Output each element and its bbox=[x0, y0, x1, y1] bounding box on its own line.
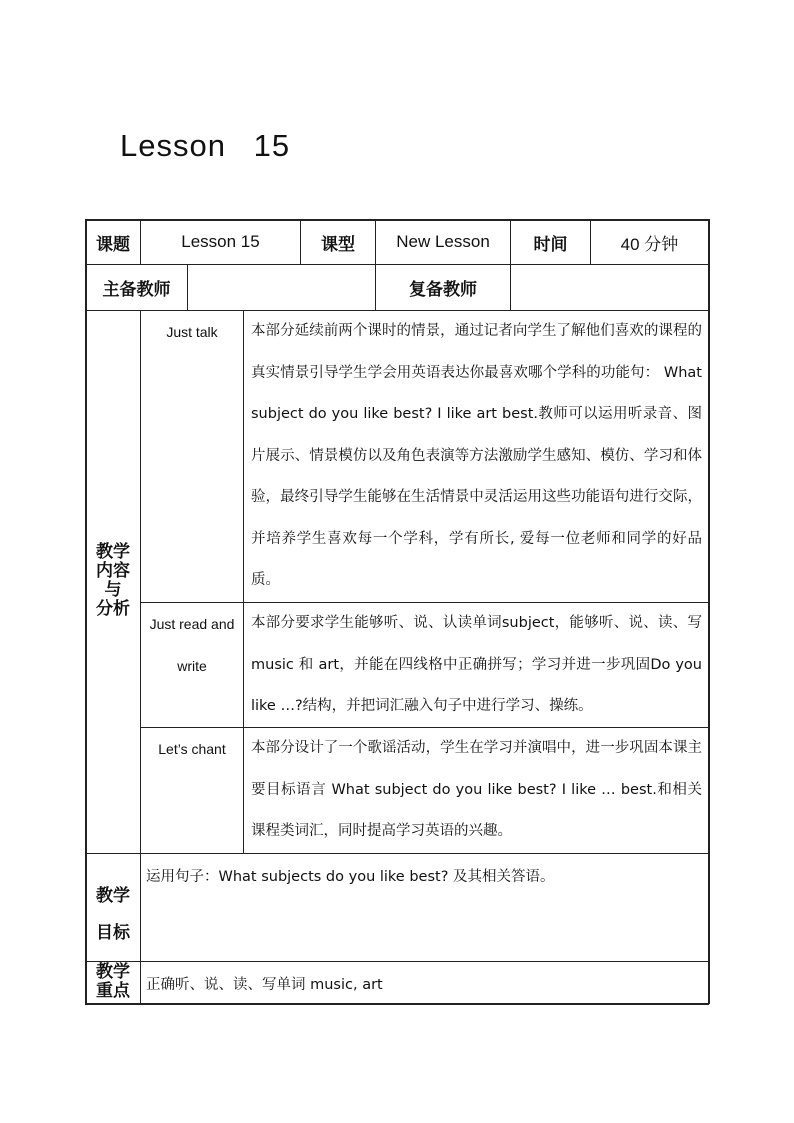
analysis-label-line: 内容 bbox=[96, 561, 130, 581]
table-border bbox=[708, 219, 710, 1004]
section-text-chant: 本部分设计了一个歌谣活动，学生在学习并演唱中，进一步巩固本课主要目标语言 What subject do you like best? I like … best.和相关课程类词汇，同时提高学习英语的兴趣。 bbox=[251, 740, 702, 839]
section-name-chant: Let’s chant bbox=[158, 741, 226, 757]
key-points-label bbox=[86, 963, 140, 1001]
table-border bbox=[85, 853, 709, 854]
table-border bbox=[85, 1003, 709, 1005]
goals-label bbox=[86, 878, 140, 952]
section-name-read-write: Just read and write bbox=[149, 616, 235, 674]
analysis-label-line: 与 bbox=[104, 580, 122, 600]
co-teacher-label: 复备教师 bbox=[409, 280, 477, 300]
section-name-just-talk: Just talk bbox=[166, 324, 218, 340]
main-teacher-label: 主备教师 bbox=[102, 280, 171, 300]
topic-label: 课题 bbox=[96, 234, 130, 255]
key-points-label-line: 教学 bbox=[96, 962, 130, 982]
key-points-label-line: 重点 bbox=[96, 981, 130, 1001]
goals-label-line: 教学 bbox=[96, 886, 130, 906]
time-value: 40 分钟 bbox=[620, 234, 679, 254]
analysis-label-line: 分析 bbox=[96, 599, 130, 619]
table-border bbox=[85, 961, 709, 962]
page-title: Lesson 15 bbox=[120, 128, 291, 163]
co-teacher-value bbox=[511, 265, 708, 310]
section-text-read-write: 本部分要求学生能够听、说、认读单词subject，能够听、说、读、写 music 和 art，并能在四线格中正确拼写；学习并进一步巩固Do you like …?结构，并把词汇融入句子中进行学习、操练。 bbox=[251, 615, 702, 714]
key-points-text: 正确听、说、读、写单词 music, art bbox=[146, 977, 383, 993]
time-label: 时间 bbox=[533, 234, 568, 255]
table-border bbox=[140, 310, 141, 1003]
section-text-just-talk: 本部分延续前两个课时的情景，通过记者向学生了解他们喜欢的课程的真实情景引导学生学会用英语表达你最喜欢哪个学科的功能句： What subject do you like best? I like art best.教师可以运用听录音、图片展示、情景模仿以及角色表演等方法激励学生感知、模仿、学习和体验，最终引导学生能够在生活情景中灵活运用这些功能语句进行交际，并培养学生喜欢每一个学科，学有所长, 爱每一位老师和同学的好品质。 bbox=[251, 323, 702, 588]
topic-value: Lesson 15 bbox=[181, 232, 260, 251]
goals-label-line: 目标 bbox=[96, 923, 130, 943]
main-teacher-value bbox=[188, 265, 375, 310]
analysis-label-line: 教学 bbox=[96, 542, 130, 562]
type-label: 课型 bbox=[321, 234, 355, 255]
type-value: New Lesson bbox=[396, 232, 490, 251]
goals-text: 运用句子：What subjects do you like best? 及其相关答语。 bbox=[146, 869, 555, 885]
analysis-label bbox=[86, 543, 140, 619]
